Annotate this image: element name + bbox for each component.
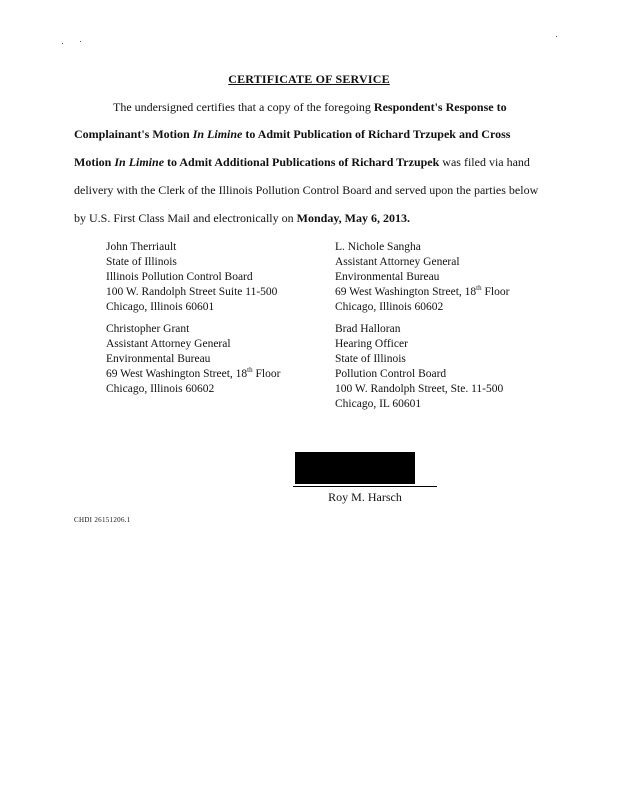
- signer-name: Roy M. Harsch: [328, 490, 402, 504]
- scan-speck: [80, 41, 81, 42]
- recipient-name: Christopher Grant: [106, 323, 190, 335]
- body-line-4: delivery with the Clerk of the Illinois Pollution Control Board and served upon the parties below: [74, 183, 539, 197]
- recipient-name: Brad Halloran: [335, 323, 401, 335]
- body-line-2: Complainant's Motion In Limine to Admit Publication of Richard Trzupek and Cross: [74, 127, 511, 141]
- address-line: Chicago, Illinois 60602: [335, 301, 444, 313]
- recipient-address: [106, 240, 277, 315]
- address-line: Hearing Officer: [335, 338, 408, 350]
- recipient-address: [335, 240, 509, 315]
- address-line: 100 W. Randolph Street, Ste. 11-500: [335, 383, 504, 395]
- address-line: Environmental Bureau: [106, 353, 211, 365]
- body-line-1: The undersigned certifies that a copy of the foregoing Respondent's Response to: [113, 100, 507, 114]
- address-line: State of Illinois: [106, 256, 177, 268]
- redacted-signature: [295, 452, 415, 484]
- recipient-name: John Therriault: [106, 241, 177, 253]
- recipient-name: L. Nichole Sangha: [335, 241, 421, 253]
- recipient-address: [106, 322, 280, 397]
- address-line: Chicago, IL 60601: [335, 398, 422, 410]
- address-line: Chicago, Illinois 60601: [106, 301, 215, 313]
- address-line: Assistant Attorney General: [106, 338, 231, 350]
- document-id: CHDI 26151206.1: [74, 516, 131, 524]
- body-line-3: Motion In Limine to Admit Additional Publications of Richard Trzupek was filed via hand: [74, 155, 530, 169]
- address-line: 69 West Washington Street, 18th Floor: [106, 366, 281, 380]
- address-line: Illinois Pollution Control Board: [106, 271, 253, 283]
- address-line: Assistant Attorney General: [335, 256, 460, 268]
- address-line: Chicago, Illinois 60602: [106, 383, 215, 395]
- certificate-title: CERTIFICATE OF SERVICE: [228, 72, 390, 86]
- address-line: 100 W. Randolph Street Suite 11-500: [106, 286, 278, 298]
- address-line: Environmental Bureau: [335, 271, 440, 283]
- signature-line: [293, 486, 437, 487]
- scan-speck: [556, 36, 557, 37]
- scan-speck: [62, 43, 63, 44]
- address-line: 69 West Washington Street, 18th Floor: [335, 284, 510, 298]
- recipient-address: [335, 322, 503, 412]
- address-line: State of Illinois: [335, 353, 406, 365]
- body-line-5: by U.S. First Class Mail and electronically on Monday, May 6, 2013.: [74, 211, 410, 225]
- address-line: Pollution Control Board: [335, 368, 447, 380]
